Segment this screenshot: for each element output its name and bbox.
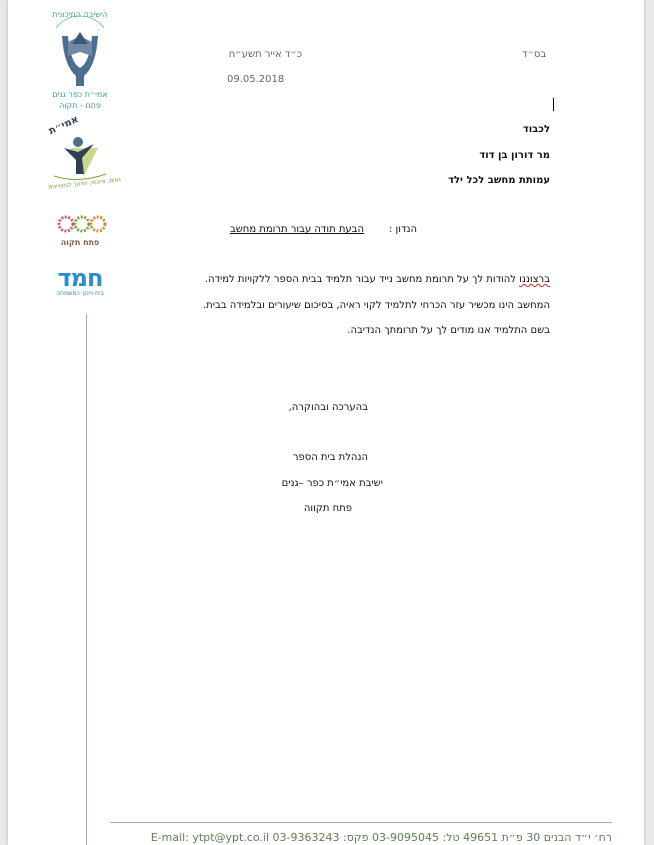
signature-line-2: ישיבת אמי״ת כפר –גנים <box>281 478 383 489</box>
school-logo-city: פתח - תקוה <box>59 101 101 110</box>
address-name: מר דורון בן דוד <box>479 150 550 161</box>
petah-tikva-logo-text: פתח תקוה <box>60 238 100 247</box>
footer-email: E-mail: ytpt@ypt.co.il <box>150 831 270 844</box>
petah-tikva-logo <box>42 210 118 252</box>
school-logo-top-text: הישיבה התיכונית <box>52 10 108 19</box>
hemed-logo-title: חמד <box>57 264 103 292</box>
margin-rule-vertical <box>86 314 87 845</box>
petah-tikva-dots-icon <box>42 210 118 238</box>
body-line-1-rest: להודות לך על תרומת מחשב נייד עבור תלמיד בבית הספר ללקויות למידה. <box>204 274 520 285</box>
address-to: לכבוד <box>522 124 550 135</box>
spellcheck-word: ברצוננו <box>519 274 550 285</box>
address-organization: עמותת מחשב לכל ילד <box>448 175 550 186</box>
hebrew-date: כ״ד אייר תשע״ח <box>228 49 302 60</box>
footer-rule <box>110 822 612 823</box>
body-line-1 <box>128 274 550 285</box>
subject-label: הנדון : <box>389 224 417 235</box>
hemed-logo-sub: בית ויינוך כמשמחה <box>56 290 104 297</box>
body-line-2: המחשב הינו מכשיר עזר הכרחי לתלמיד לקוי ראיה, בסיכום שיעורים ובלמידה בבית. <box>202 300 550 311</box>
amit-logo <box>42 113 122 198</box>
subject-text: הבעת תודה עבור תרומת מחשב <box>229 224 364 235</box>
signature-line-1: הנהלת בית הספר <box>292 452 368 463</box>
amit-logo-title: אמי״ת <box>47 113 81 138</box>
amit-logo-sub: גוזים, ציונות, וחינוך למצויינות <box>47 176 122 191</box>
school-logo <box>42 6 118 114</box>
footer-contact <box>112 831 612 844</box>
footer-address: רח׳ י״ד הבנים 30 פ״ת 49651 טל: 03-9095045 פקס: 03-9363243 <box>272 831 612 844</box>
body-line-3: בשם התלמיד אנו מודים לך על תרומתך הנדיבה. <box>347 325 550 336</box>
text-cursor <box>553 98 554 111</box>
closing-regards: בהערכה ובהוקרה, <box>288 402 368 413</box>
hemed-logo <box>42 264 118 302</box>
document-page <box>8 0 644 845</box>
school-logo-name: אמי״ת כפר גנים <box>52 90 108 99</box>
signature-line-3: פתח תקווה <box>303 503 352 514</box>
besad-text: בס״ד <box>522 49 547 60</box>
gregorian-date: 09.05.2018 <box>227 74 285 85</box>
